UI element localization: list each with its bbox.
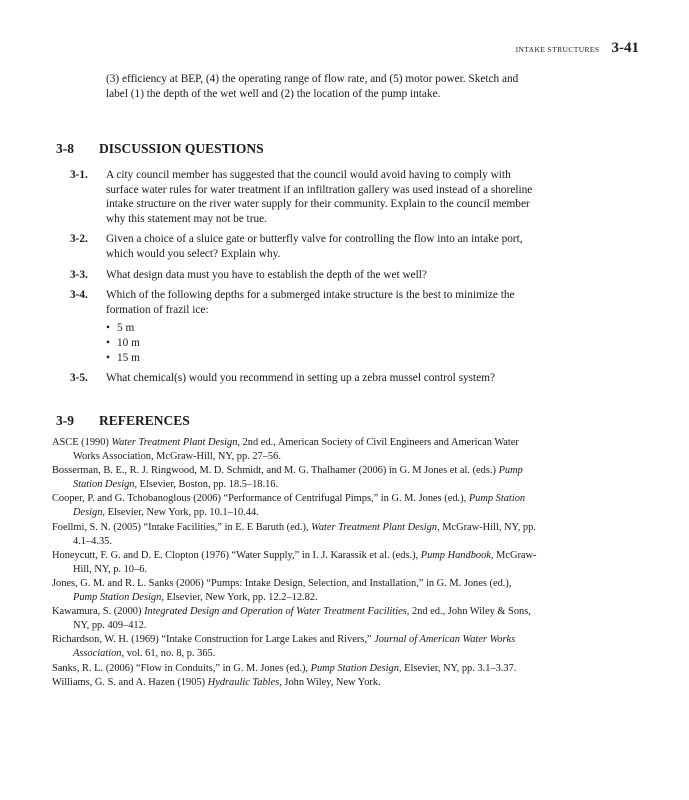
- reference-item: Richardson, W. H. (1969) “Intake Construction for Large Lakes and Rivers,” Journal of American Water Works Association, vol. 61, no. 8, p. 365.: [52, 634, 516, 660]
- question-item: [70, 232, 540, 261]
- reference-item: Honeycutt, F. G. and D. E. Clopton (1976) “Water Supply,” in I. J. Karassik et al. (eds.), Pump Handbook, McGraw-Hill, NY, p. 10–6.: [52, 549, 537, 575]
- reference-item: Sanks, R. L. (2006) “Flow in Conduits,” in G. M. Jones (ed.), Pump Station Design, Elsevier, NY, pp. 3.1–3.37.: [52, 662, 517, 674]
- choice-item: • 15 m: [106, 351, 140, 364]
- question-number: 3-2.: [70, 233, 88, 246]
- question-item: [70, 288, 540, 365]
- question-item: [70, 371, 540, 386]
- bullet-icon: •: [106, 322, 110, 335]
- question-list: [70, 168, 540, 392]
- choice-item: • 5 m: [106, 322, 135, 335]
- reference-item: Williams, G. S. and A. Hazen (1905) Hydraulic Tables, John Wiley, New York.: [52, 676, 381, 688]
- question-text: Given a choice of a sluice gate or butterfly valve for controlling the flow into an intake port, which would you select? Explain why.: [106, 233, 523, 260]
- reference-item: Jones, G. M. and R. L. Sanks (2006) “Pumps: Intake Design, Selection, and Installation,” in G. M. Jones (ed.), Pump Station Design, Elsevier, New York, pp. 12.2–12.82.: [52, 577, 512, 604]
- continued-paragraph: (3) efficiency at BEP, (4) the operating range of flow rate, and (5) motor power. Sketch and label (1) the depth of the wet well and (2) the location of the pump intake.: [106, 73, 519, 100]
- reference-item: Bosserman, B. E., R. J. Ringwood, M. D. Schmidt, and M. G. Thalhamer (2006) in G. M Jones et al. (eds.) Pump Station Design, Elsevier, Boston, pp. 18.5–18.16.: [52, 465, 523, 491]
- section-number: 3-8: [56, 141, 74, 156]
- choice-item: • 10 m: [106, 336, 140, 349]
- question-number: 3-4.: [70, 289, 88, 302]
- page-number: 3-41: [611, 40, 639, 56]
- question-text: What design data must you have to establish the depth of the wet well?: [106, 268, 427, 281]
- bullet-icon: •: [106, 336, 110, 349]
- question-item: [70, 168, 540, 226]
- question-number: 3-1.: [70, 169, 88, 181]
- question-number: 3-5.: [70, 372, 88, 385]
- reference-item: Foellmi, S. N. (2005) “Intake Facilities,” in E. E Baruth (ed.), Water Treatment Plant Design, McGraw-Hill, NY, pp. 4.1–4.35.: [52, 521, 536, 547]
- section-title: REFERENCES: [99, 413, 190, 428]
- reference-item: ASCE (1990) Water Treatment Plant Design, 2nd ed., American Society of Civil Engineers and American Water Works Association, McGraw-Hill, NY, pp. 27–56.: [52, 437, 519, 463]
- reference-item: Cooper, P. and G. Tchobanoglous (2006) “Performance of Centrifugal Pimps,” in G. M. Jones (ed.), Pump Station Design, Elsevier, New York, pp. 10.1–10.44.: [52, 493, 526, 519]
- reference-list: [52, 436, 538, 690]
- reference-item: Kawamura, S. (2000) Integrated Design and Operation of Water Treatment Facilities, 2nd ed., John Wiley & Sons, NY, pp. 409–412.: [52, 606, 531, 632]
- section-number: 3-9: [56, 413, 74, 428]
- question-number: 3-3.: [70, 268, 88, 281]
- running-head-title: INTAKE STRUCTURES: [515, 45, 600, 54]
- question-text: A city council member has suggested that the council would avoid having to comply with surface water rules for water treatment if an infiltration gallery was used instead of a shoreline intake structure on the river water supply for their community. Explain to the council member why this statement may not be true.: [106, 169, 533, 225]
- section-heading-discussion: [56, 141, 264, 157]
- bullet-icon: •: [106, 351, 110, 364]
- question-item: [70, 268, 540, 283]
- running-head: [516, 40, 639, 57]
- section-heading-references: [56, 413, 190, 429]
- section-title: DISCUSSION QUESTIONS: [99, 141, 264, 156]
- question-text: Which of the following depths for a submerged intake structure is the best to minimize the formation of frazil ice:: [106, 289, 515, 316]
- choice-list: [106, 321, 540, 365]
- question-text: What chemical(s) would you recommend in setting up a zebra mussel control system?: [106, 372, 496, 385]
